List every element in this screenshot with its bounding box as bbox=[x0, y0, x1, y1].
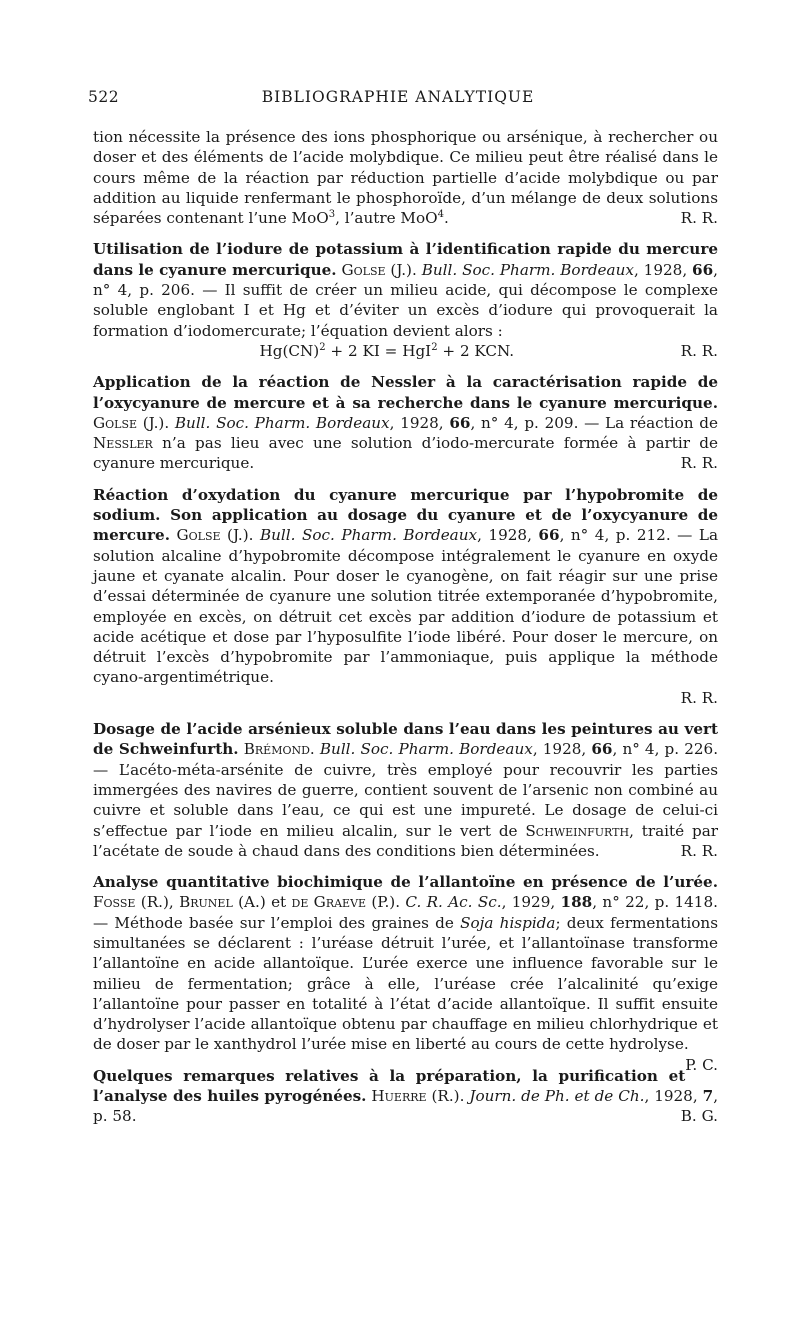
entry-journal: Bull. Soc. Pharm. Bordeaux bbox=[319, 740, 533, 759]
bibliography-entry-2: Application de la réaction de Nessler à la caractérisation rapide de l’oxycyanure de mercure et à sa recherche dans le cyanure mercurique. Golse (J.). Bull. Soc. Pharm. Bordeaux, 1928, 66, n° 4, p. 209. — La réaction de Nessler n’a pas lieu avec une solution d’iodo-mercurate formée à partir de cyanure mercurique. R. R. bbox=[93, 373, 718, 473]
entry-volume: 66 bbox=[538, 526, 560, 545]
entry-title: Dosage de l’acide arsénieux soluble dans l’eau dans les peintures au vert de Schweinfurth. bbox=[93, 720, 718, 759]
entry-volume: 66 bbox=[591, 740, 613, 759]
chemical-equation: Hg(CN)$^2$ + 2 KI = HgI$^2$ + 2 KCN. R. R. bbox=[259, 341, 718, 360]
person-name: Schweinfurth bbox=[525, 821, 630, 840]
bibliography-entry-3: Réaction d’oxydation du cyanure mercurique par l’hypobromite de sodium. Son application au dosage du cyanure et de l’oxycyanure de mercure. Golse (J.). Bull. Soc. Pharm. Bordeaux, 1928, 66, n° 4, p. 212. — La solution alcaline d’hypobromite décompose intégralement le cyanure en oxyde jaune et cyanate alcalin. Pour doser le cyanogène, on fait réagir sur une prise d’essai déterminée de cyanure une solution titrée extemporanée d’hypobromite, employée en excès, on détruit cet excès par addition d’iodure de potassium et acide acétique et dose par l’hyposulfite l’iode libéré. Pour doser le mercure, on détruit l’excès d’hypobromite par l’ammoniaque, puis applique la méthode cyano-argentimétrique. R. R. bbox=[93, 485, 718, 707]
entry-journal: Bull. Soc. Pharm. Bordeaux bbox=[174, 413, 390, 432]
page-body bbox=[93, 127, 718, 1127]
entry-abstract: , traité par l’acétate de soude à chaud dans des conditions bien déterminées. bbox=[93, 821, 719, 860]
running-title: BIBLIOGRAPHIE ANALYTIQUE bbox=[261, 88, 535, 106]
entry-signature: R. R. bbox=[680, 841, 718, 860]
entry-author: Brémond bbox=[243, 740, 310, 759]
entry-author: Brunel bbox=[179, 893, 233, 912]
entry-abstract: ; deux fermentations simultanées se déclarent : l’uréase détruit l’urée, et l’allantoïnase transforme l’allantoïne en acide allantoïque. L’urée exerce une influence favorable sur le milieu de fermentation; grâce à elle, l’uréase crée l’alcalinité qu’exige l’allantoïne pour passer en totalité à l’état d’acide allantoïque. Il suffit ensuite d’hydrolyser l’acide allantoïque obtenu par chauffage en milieu chlorhydrique et de doser par le xanthydrol l’urée mise en liberté au cours de cette hydrolyse. bbox=[93, 913, 718, 1054]
entry-author: Fosse bbox=[93, 893, 136, 912]
entry-volume: 188 bbox=[560, 893, 593, 912]
entry-journal: Bull. Soc. Pharm. Bordeaux bbox=[259, 526, 478, 545]
bibliography-entry-6: Quelques remarques relatives à la préparation, la purification et l’analyse des huiles pyrogénées. Huerre (R.). Journ. de Ph. et de Ch., 1928, 7, p. 58. B. G. bbox=[93, 1066, 719, 1126]
entry-title: Réaction d’oxydation du cyanure mercurique par l’hypobromite de sodium. Son application au dosage du cyanure et de l’oxycyanure de mercure. bbox=[93, 485, 718, 545]
page-header bbox=[88, 88, 708, 112]
species-name: Soja hispida bbox=[460, 913, 556, 932]
entry-author: Golse bbox=[176, 526, 221, 545]
entry-signature: R. R. bbox=[680, 454, 718, 473]
bibliography-entry-1: Utilisation de l’iodure de potassium à l’identification rapide du mercure dans le cyanure mercurique. Golse (J.). Bull. Soc. Pharm. Bordeaux, 1928, 66, n° 4, p. 206. — Il suffit de créer un milieu acide, qui décompose le complexe soluble englobant I et Hg et d’éviter un excès d’iodure qui provoquerait la formation d’iodomercurate; l’équation devient alors : Hg(CN)$^2$ + 2 KI = HgI$^2$ + 2 KCN. R. R. bbox=[93, 240, 718, 360]
bibliography-entry-5: Analyse quantitative biochimique de l’allantoïne en présence de l’urée. Fosse (R.), Brunel (A.) et de Graeve (P.). C. R. Ac. Sc., 1929, 188, n° 22, p. 1418. — Méthode basée sur l’emploi des graines de Soja hispida; deux fermentations simultanées se déclarent : l’uréase détruit l’urée, et l’allantoïnase transforme l’allantoïne en acide allantoïque. L’urée exerce une influence favorable sur le milieu de fermentation; grâce à elle, l’uréase crée l’alcalinité qu’exige l’allantoïne pour passer en totalité à l’état d’acide allantoïque. Il suffit ensuite d’hydrolyser l’acide allantoïque obtenu par chauffage en milieu chlorhydrique et de doser par le xanthydrol l’urée mise en liberté au cours de cette hydrolyse. P. C. bbox=[93, 873, 718, 1074]
entry-signature: P. C. bbox=[685, 1055, 718, 1074]
bibliography-entry-4: Dosage de l’acide arsénieux soluble dans l’eau dans les peintures au vert de Schweinfurth. Brémond. Bull. Soc. Pharm. Bordeaux, 1928, 66, n° 4, p. 226. — L’acéto-méta-arsénite de cuivre, très employé pour recouvrir les parties immergées des navires de guerre, contient souvent de l’arsenic non combiné au cuivre et soluble dans l’eau, ce qui est une impureté. Le dosage de celui-ci s’effectue par l’iode en milieu alcalin, sur le vert de Schweinfurth, traité par l’acétate de soude à chaud dans des conditions bien déterminées. R. R. bbox=[93, 720, 719, 860]
entry-signature: B. G. bbox=[680, 1107, 718, 1126]
entry-title: Analyse quantitative biochimique de l’allantoïne en présence de l’urée. bbox=[93, 873, 718, 892]
entry-author: Huerre bbox=[371, 1087, 427, 1106]
entry-title: Application de la réaction de Nessler à la caractérisation rapide de l’oxycyanure de mercure et à sa recherche dans le cyanure mercurique. bbox=[93, 373, 718, 412]
entry-volume: 66 bbox=[692, 260, 714, 279]
entry-author: Golse bbox=[341, 260, 386, 279]
person-name: Nessler bbox=[93, 434, 153, 453]
entry-abstract: n’a pas lieu avec une solution d’iodo-mercurate formée à partir de cyanure mercurique. bbox=[93, 434, 718, 473]
page-number: 522 bbox=[88, 88, 120, 106]
entry-journal: C. R. Ac. Sc. bbox=[405, 893, 502, 912]
entry-journal: Journ. de Ph. et de Ch. bbox=[469, 1087, 645, 1106]
entry-volume: 66 bbox=[449, 413, 471, 432]
entry-volume: 7 bbox=[702, 1087, 714, 1106]
entry-abstract: , n° 4, p. 206. — Il suffit de créer un milieu acide, qui décompose le complexe soluble englobant I et Hg et d’éviter un excès d’iodure qui provoquerait la formation d’iodomercurate; l’équation devient alors : bbox=[93, 260, 718, 340]
entry-journal: Bull. Soc. Pharm. Bordeaux bbox=[421, 260, 634, 279]
entry-title: Quelques remarques relatives à la préparation, la purification et l’analyse des huiles pyrogénées. bbox=[93, 1066, 686, 1106]
intro-paragraph: tion nécessite la présence des ions phosphorique ou arsénique, à rechercher ou doser et des éléments de l’acide molybdique. Ce milieu peut être réalisé dans le cours même de la réaction par réduction partielle d’acide molybdique ou par addition au liquide renfermant le phosphoroïde, d’un mélange de deux solutions séparées contenant l’une MoO$^3$, l’autre MoO$^4$. R. R. bbox=[93, 128, 718, 228]
entry-title: Utilisation de l’iodure de potassium à l’identification rapide du mercure dans le cyanure mercurique. bbox=[93, 240, 718, 279]
entry-signature: R. R. bbox=[680, 209, 718, 228]
entry-signature: R. R. bbox=[680, 341, 718, 360]
entry-abstract: , n° 4, p. 212. — La solution alcaline d’hypobromite décompose intégralement le cyanure en oxyde jaune et cyanate alcalin. Pour doser le cyanogène, on fait réagir sur une prise d’essai déterminée de cyanure une solution titrée extemporanée d’hypobromite, employée en excès, on détruit cet excès par addition d’iodure de potassium et acide acétique et dose par l’hyposulfite l’iode libéré. Pour doser le mercure, on détruit l’excès d’hypobromite par l’ammoniaque, puis applique la méthode cyano-argentimétrique. bbox=[93, 526, 718, 687]
entry-signature: R. R. bbox=[680, 688, 718, 707]
entry-author: Golse bbox=[93, 413, 138, 432]
entry-author: de Graeve bbox=[291, 893, 367, 912]
